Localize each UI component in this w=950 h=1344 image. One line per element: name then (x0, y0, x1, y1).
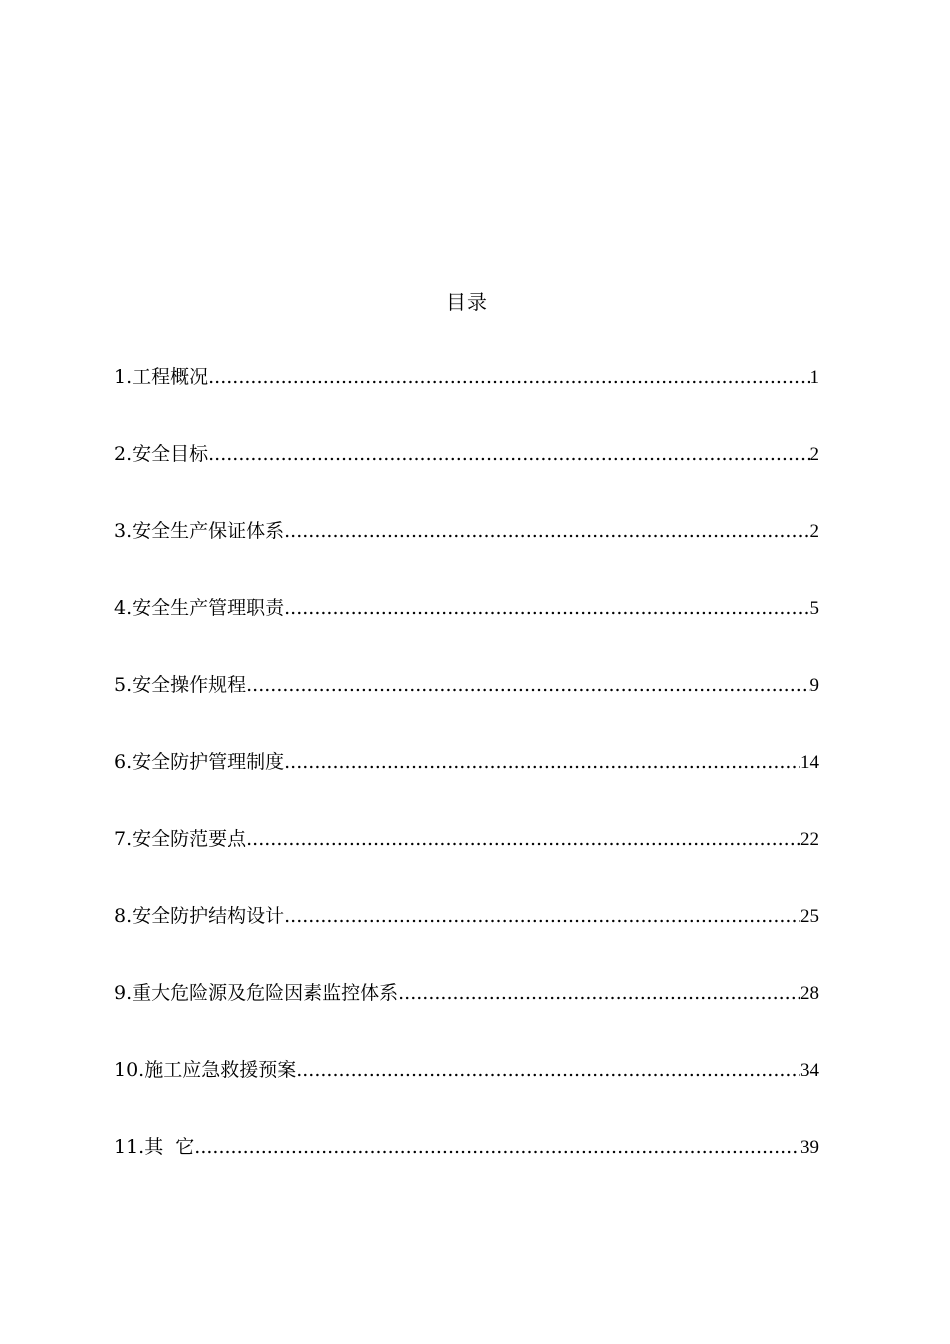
dot-leader (194, 1132, 800, 1162)
toc-entry[interactable] (114, 1055, 819, 1132)
toc-entry[interactable] (114, 593, 819, 670)
toc-entry-text: 3.安全生产保证体系 (114, 520, 285, 542)
toc-entry-page: 14 (800, 752, 819, 773)
toc-entry[interactable] (114, 978, 819, 1055)
toc-entry-text: 1.工程概况 (114, 366, 209, 388)
toc-entry-page: 2 (809, 444, 819, 465)
toc-entry-page: 5 (809, 598, 819, 619)
toc-entry[interactable] (114, 747, 819, 824)
dot-leader (284, 593, 809, 623)
toc-entry-page: 2 (809, 521, 819, 542)
toc-entry[interactable] (114, 824, 819, 901)
toc-title: 目录 (446, 290, 488, 314)
toc-entry-text: 11.其 它 (114, 1136, 195, 1158)
toc-entry-page: 28 (800, 983, 819, 1004)
toc-entry[interactable] (114, 901, 819, 978)
toc-entry-page: 22 (800, 829, 819, 850)
dot-leader (284, 516, 809, 546)
dot-leader (398, 978, 800, 1008)
toc-entry-text: 8.安全防护结构设计 (114, 905, 285, 927)
toc-entry-text: 7.安全防范要点 (114, 828, 247, 850)
toc-entry-text: 9.重大危险源及危险因素监控体系 (114, 982, 399, 1004)
toc-entry[interactable] (114, 439, 819, 516)
toc-entry-page: 25 (800, 906, 819, 927)
toc-entry-page: 9 (809, 675, 819, 696)
dot-leader (208, 362, 809, 392)
toc-entry[interactable] (114, 516, 819, 593)
toc-entry-page: 39 (800, 1137, 819, 1158)
toc-entry[interactable] (114, 670, 819, 747)
toc-list (114, 362, 819, 1209)
toc-entry-text: 2.安全目标 (114, 443, 209, 465)
dot-leader (246, 824, 800, 854)
toc-entry-text: 5.安全操作规程 (114, 674, 247, 696)
dot-leader (246, 670, 809, 700)
dot-leader (296, 1055, 800, 1085)
toc-entry[interactable] (114, 362, 819, 439)
dot-leader (284, 747, 800, 777)
toc-entry-text: 10.施工应急救援预案 (114, 1059, 297, 1081)
dot-leader (284, 901, 800, 931)
dot-leader (208, 439, 809, 469)
toc-entry[interactable] (114, 1132, 819, 1209)
toc-entry-page: 1 (809, 367, 819, 388)
toc-entry-page: 34 (800, 1060, 819, 1081)
toc-entry-text: 6.安全防护管理制度 (114, 751, 285, 773)
toc-entry-text: 4.安全生产管理职责 (114, 597, 285, 619)
